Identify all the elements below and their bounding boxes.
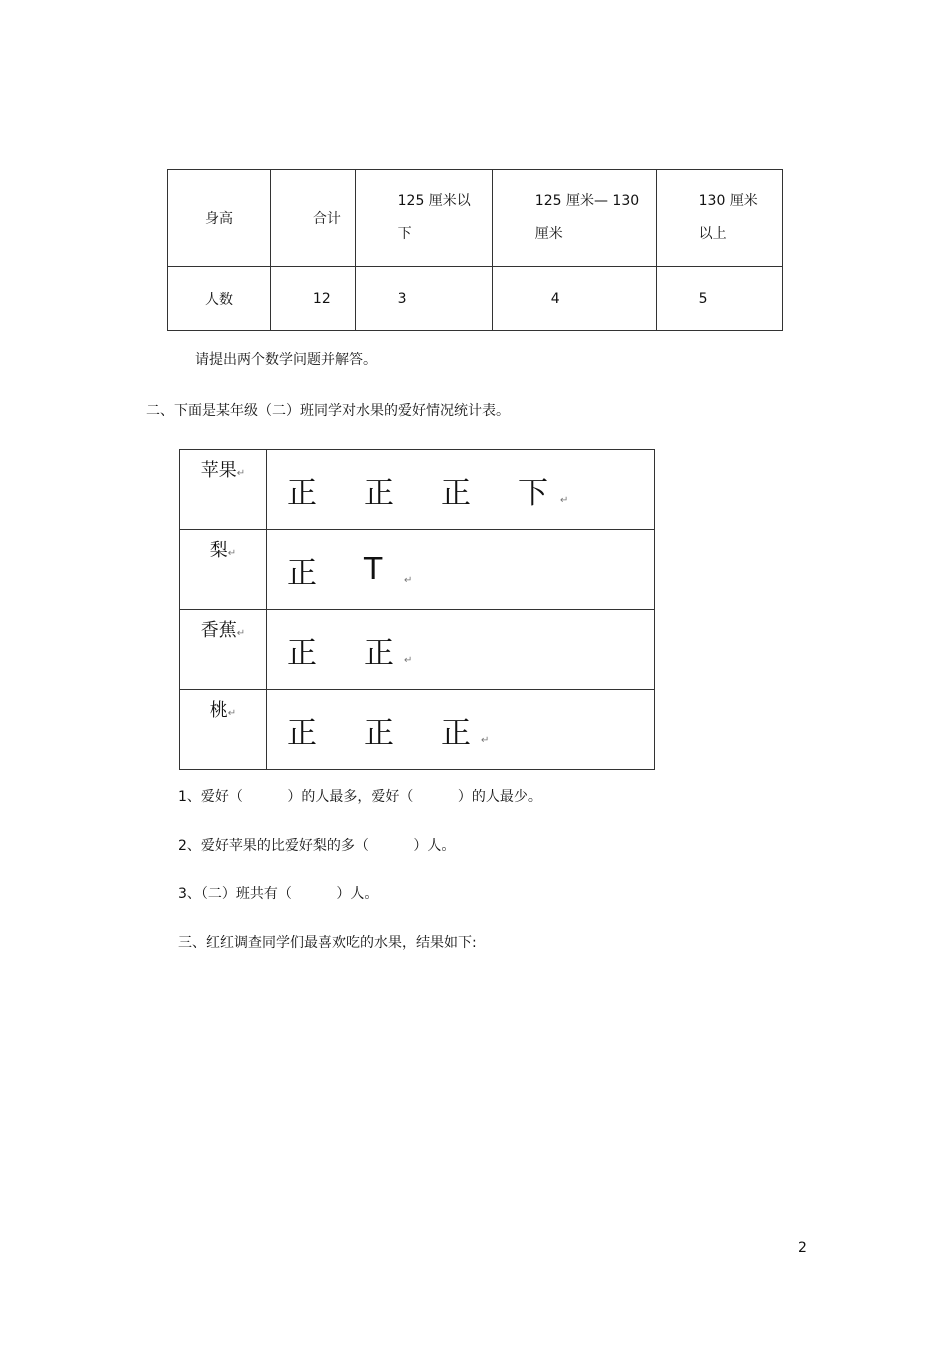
cell-above-130: 5	[656, 267, 782, 331]
header-125-130: 125 厘米— 130 厘米	[492, 170, 656, 267]
tally-mark: 正	[441, 475, 471, 511]
row-label-count: 人数	[168, 267, 271, 331]
header-below-125: 125 厘米以 下	[355, 170, 492, 267]
fruit-tally-table	[179, 449, 655, 770]
fruit-name: 香蕉↵	[180, 610, 267, 690]
page-number: 2	[798, 1240, 807, 1256]
header-height: 身高	[168, 170, 271, 267]
cell-125-130: 4	[492, 267, 656, 331]
header-total: 合计	[270, 170, 355, 267]
tally-cell	[267, 690, 655, 770]
tally-cell	[267, 530, 655, 610]
fruit-name: 桃↵	[180, 690, 267, 770]
return-mark-icon: ↵	[404, 655, 413, 666]
tally-mark: 正	[364, 635, 394, 671]
section-2-title: 二、下面是某年级（二）班同学对水果的爱好情况统计表。	[146, 403, 510, 419]
tally-mark: 正	[364, 475, 394, 511]
tally-mark: 正	[287, 635, 317, 671]
tally-mark: 正	[287, 475, 317, 511]
return-mark-icon: ↵	[481, 735, 490, 746]
tally-mark: T	[364, 552, 383, 587]
tally-cell	[267, 450, 655, 530]
return-mark-icon: ↵	[560, 495, 569, 506]
fruit-name: 梨↵	[180, 530, 267, 610]
fruit-row-apple	[180, 450, 655, 530]
question-3: 3、（二）班共有（ ）人。	[178, 886, 379, 902]
section-3-title: 三、红红调查同学们最喜欢吃的水果，结果如下:	[178, 935, 477, 951]
question-1: 1、爱好（ ）的人最多，爱好（ ）的人最少。	[178, 789, 542, 805]
cell-total: 12	[270, 267, 355, 331]
tally-mark: 正	[441, 715, 471, 751]
fruit-row-peach	[180, 690, 655, 770]
question-prompt: 请提出两个数学问题并解答。	[195, 352, 377, 368]
tally-mark: 正	[364, 715, 394, 751]
tally-cell	[267, 610, 655, 690]
tally-mark: 下	[518, 475, 548, 511]
fruit-row-banana	[180, 610, 655, 690]
tally-mark: 正	[287, 555, 317, 591]
fruit-row-pear	[180, 530, 655, 610]
cell-below-125: 3	[355, 267, 492, 331]
header-above-130: 130 厘米 以上	[656, 170, 782, 267]
tally-mark: 正	[287, 715, 317, 751]
fruit-name: 苹果↵	[180, 450, 267, 530]
return-mark-icon: ↵	[404, 575, 413, 586]
question-2: 2、爱好苹果的比爱好梨的多（ ）人。	[178, 838, 456, 854]
height-table	[167, 169, 783, 331]
